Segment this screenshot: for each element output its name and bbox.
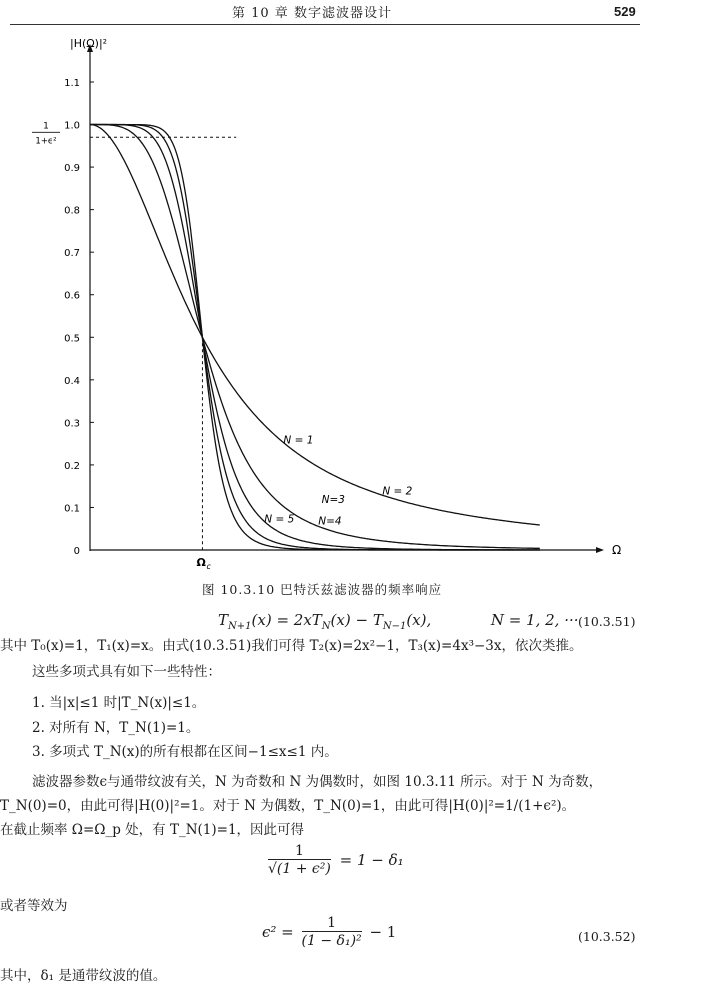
y-special-numerator: 1 (43, 121, 49, 132)
figure-caption: 图 10.3.10 巴特沃兹滤波器的频率响应 (202, 582, 443, 597)
eq51-rhs-sub2: N−1 (382, 621, 407, 632)
equation-10-3-51 (218, 611, 579, 632)
y-tick-label: 0.3 (64, 418, 80, 430)
property-item-1: 1. 当|x|≤1 时|T_N(x)|≤1。 (32, 695, 206, 711)
y-special-denominator: 1+ϵ² (35, 136, 57, 147)
series-line-n3 (90, 125, 540, 550)
series-line-n5 (90, 125, 540, 551)
paragraph-ripple-line-2: T_N(0)=0，由此可得|H(0)|²=1。对于 N 为偶数，T_N(0)=1，由此可得|H(0)|²=1/(1+ϵ²)。 (0, 798, 576, 814)
equation-cutoff (268, 843, 404, 877)
x-marker-subscript: c (206, 562, 211, 570)
eq51-number: (10.3.51) (578, 614, 636, 629)
x-axis-label: Ω (612, 543, 622, 557)
y-tick-label: 0.6 (64, 290, 80, 302)
eq51-lhs: T (218, 611, 229, 629)
x-axis-arrow (596, 547, 604, 553)
eq52-denominator: (1 − δ₁)² (301, 933, 362, 949)
paragraph-properties-intro: 这些多项式具有如下一些特性： (32, 664, 221, 680)
paragraph-equivalent: 或者等效为 (0, 898, 68, 914)
property-item-3: 3. 多项式 T_N(x)的所有根都在区间−1≤x≤1 内。 (32, 744, 338, 760)
paragraph-ripple-value: 其中，δ₁ 是通带纹波的值。 (0, 968, 167, 984)
y-tick-label: 1.0 (64, 120, 80, 132)
paragraph-polynomials: 其中 T₀(x)=1，T₁(x)=x。由式(10.3.51)我们可得 T₂(x)=2x²−1，T₃(x)=4x³−3x，依次类推。 (0, 638, 583, 654)
eq51-lhs-sub: N+1 (228, 621, 252, 632)
y-tick-label: 0.8 (64, 205, 80, 217)
series-label-n3: N=3 (321, 494, 345, 507)
equation-10-3-52 (262, 915, 396, 949)
eq52-numerator: 1 (327, 915, 337, 931)
eq52-rhs: − 1 (369, 923, 397, 941)
eq-cutoff-numerator: 1 (294, 843, 304, 859)
y-tick-label: 0.4 (64, 375, 80, 387)
eq51-condition: N = 1, 2, ··· (490, 611, 579, 629)
butterworth-chart (0, 30, 704, 570)
paragraph-ripple-line-1: 滤波器参数ϵ与通带纹波有关，N 为奇数和 N 为偶数时，如图 10.3.11 所示。对于 N 为奇数， (32, 774, 603, 790)
series-label-n5: N = 5 (264, 513, 295, 526)
x-marker-label: Ω (196, 556, 206, 569)
eq52-lhs: ϵ² = (262, 923, 294, 941)
chapter-header: 第 10 章 数字滤波器设计 (232, 6, 392, 21)
eq51-rhs-sub1: N (321, 621, 331, 632)
eq51-rhs-end: (x), (406, 611, 432, 629)
y-tick-label: 0.2 (64, 460, 80, 472)
y-tick-label: 0.7 (64, 248, 80, 260)
eq51-rhs-mid: (x) − T (330, 611, 383, 629)
y-tick-label: 0.1 (64, 503, 80, 515)
eq51-rhs: (x) = 2xT (251, 611, 322, 629)
page-number: 529 (614, 4, 636, 19)
series-line-n4 (90, 125, 540, 551)
y-tick-label: 0 (73, 546, 80, 557)
y-tick-label: 0.9 (64, 163, 80, 175)
eq52-number: (10.3.52) (578, 929, 636, 944)
eq-cutoff-denominator: √(1 + ϵ²) (268, 861, 331, 877)
paragraph-ripple-line-3: 在截止频率 Ω=Ω_p 处，有 T_N(1)=1，因此可得 (0, 822, 305, 838)
series-line-n1 (90, 125, 540, 526)
eq-cutoff-rhs: = 1 − δ₁ (339, 851, 404, 869)
series-label-n2: N = 2 (382, 485, 413, 498)
y-tick-label: 0.5 (64, 333, 80, 345)
series-label-n1: N = 1 (283, 434, 314, 447)
series-line-n2 (90, 125, 540, 549)
series-label-n4: N=4 (318, 515, 342, 528)
y-axis-label: |H(Ω)|² (70, 37, 108, 50)
header-rule (10, 24, 640, 25)
property-item-2: 2. 对所有 N，T_N(1)=1。 (32, 720, 200, 736)
y-tick-label: 1.1 (64, 78, 80, 89)
